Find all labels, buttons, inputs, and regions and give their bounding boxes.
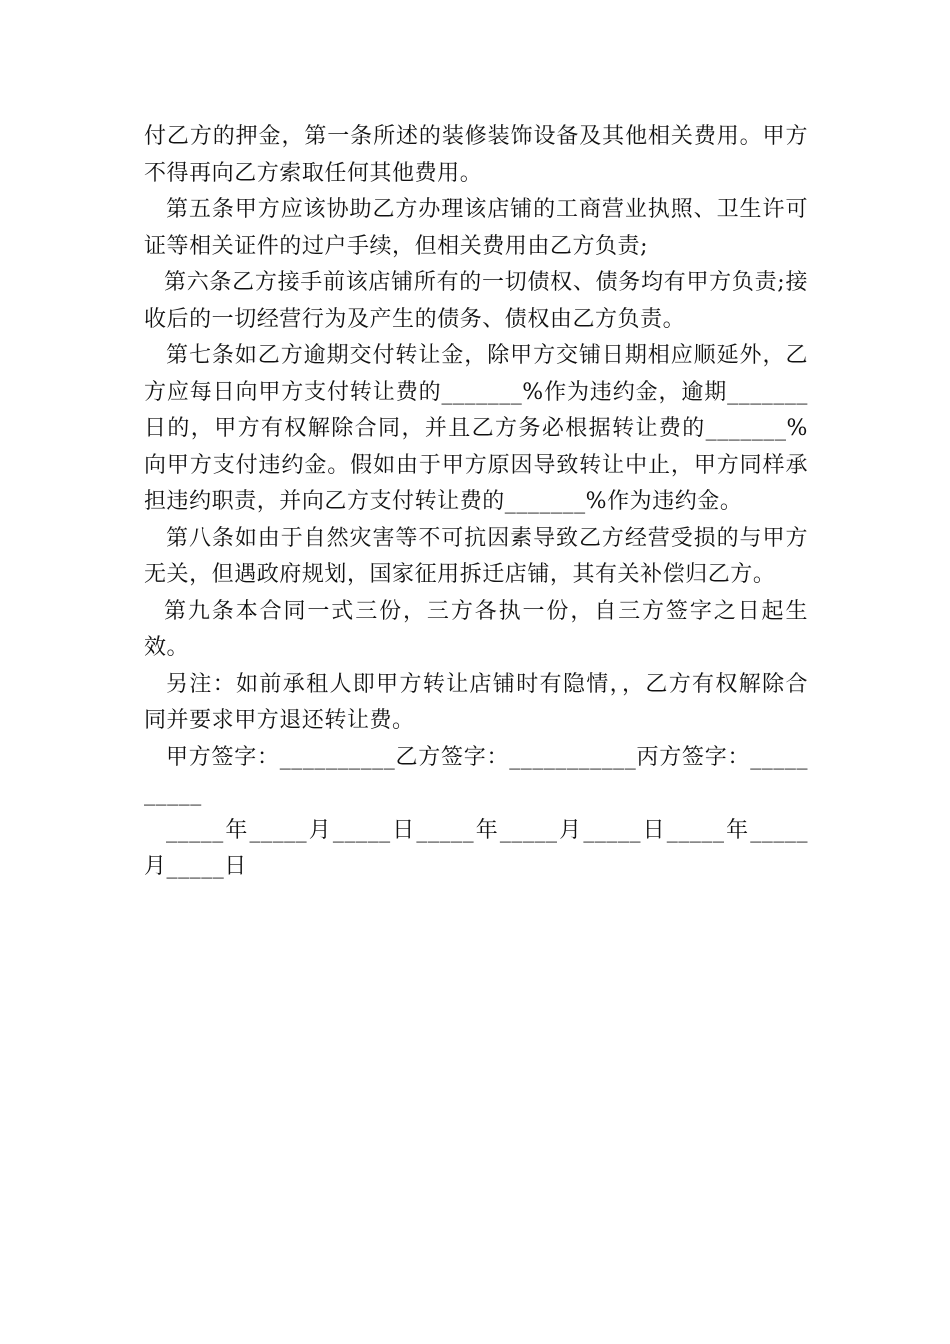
paragraph-article-5: 第五条甲方应该协助乙方办理该店铺的工商营业执照、卫生许可证等相关证件的过户手续，但相关费用由乙方负责; <box>144 197 808 259</box>
paragraph-deposit-continuation: 付乙方的押金，第一条所述的装修装饰设备及其他相关费用。甲方不得再向乙方索取任何其他费用。 <box>144 124 808 186</box>
paragraph-article-9: 第九条本合同一式三份，三方各执一份，自三方签字之日起生效。 <box>144 598 808 660</box>
date-line: _____年_____月_____日_____年_____月_____日_____年_____月_____日 <box>144 817 808 879</box>
signature-line: 甲方签字：__________乙方签字：___________丙方签字：__________ <box>144 744 808 806</box>
document-body <box>144 119 808 886</box>
paragraph-article-8: 第八条如由于自然灾害等不可抗因素导致乙方经营受损的与甲方无关，但遇政府规划，国家征用拆迁店铺，其有关补偿归乙方。 <box>144 525 808 587</box>
paragraph-article-6: 第六条乙方接手前该店铺所有的一切债权、债务均有甲方负责;接收后的一切经营行为及产生的债务、债权由乙方负责。 <box>144 270 808 332</box>
paragraph-article-7: 第七条如乙方逾期交付转让金，除甲方交铺日期相应顺延外，乙方应每日向甲方支付转让费的_______%作为违约金，逾期_______日的，甲方有权解除合同，并且乙方务必根据转让费的_______%向甲方支付违约金。假如由于甲方原因导致转让中止，甲方同样承担违约职责，并向乙方支付转让费的_______%作为违约金。 <box>144 343 808 514</box>
paragraph-note: 另注：如前承租人即甲方转让店铺时有隐情，，乙方有权解除合同并要求甲方退还转让费。 <box>144 671 808 733</box>
